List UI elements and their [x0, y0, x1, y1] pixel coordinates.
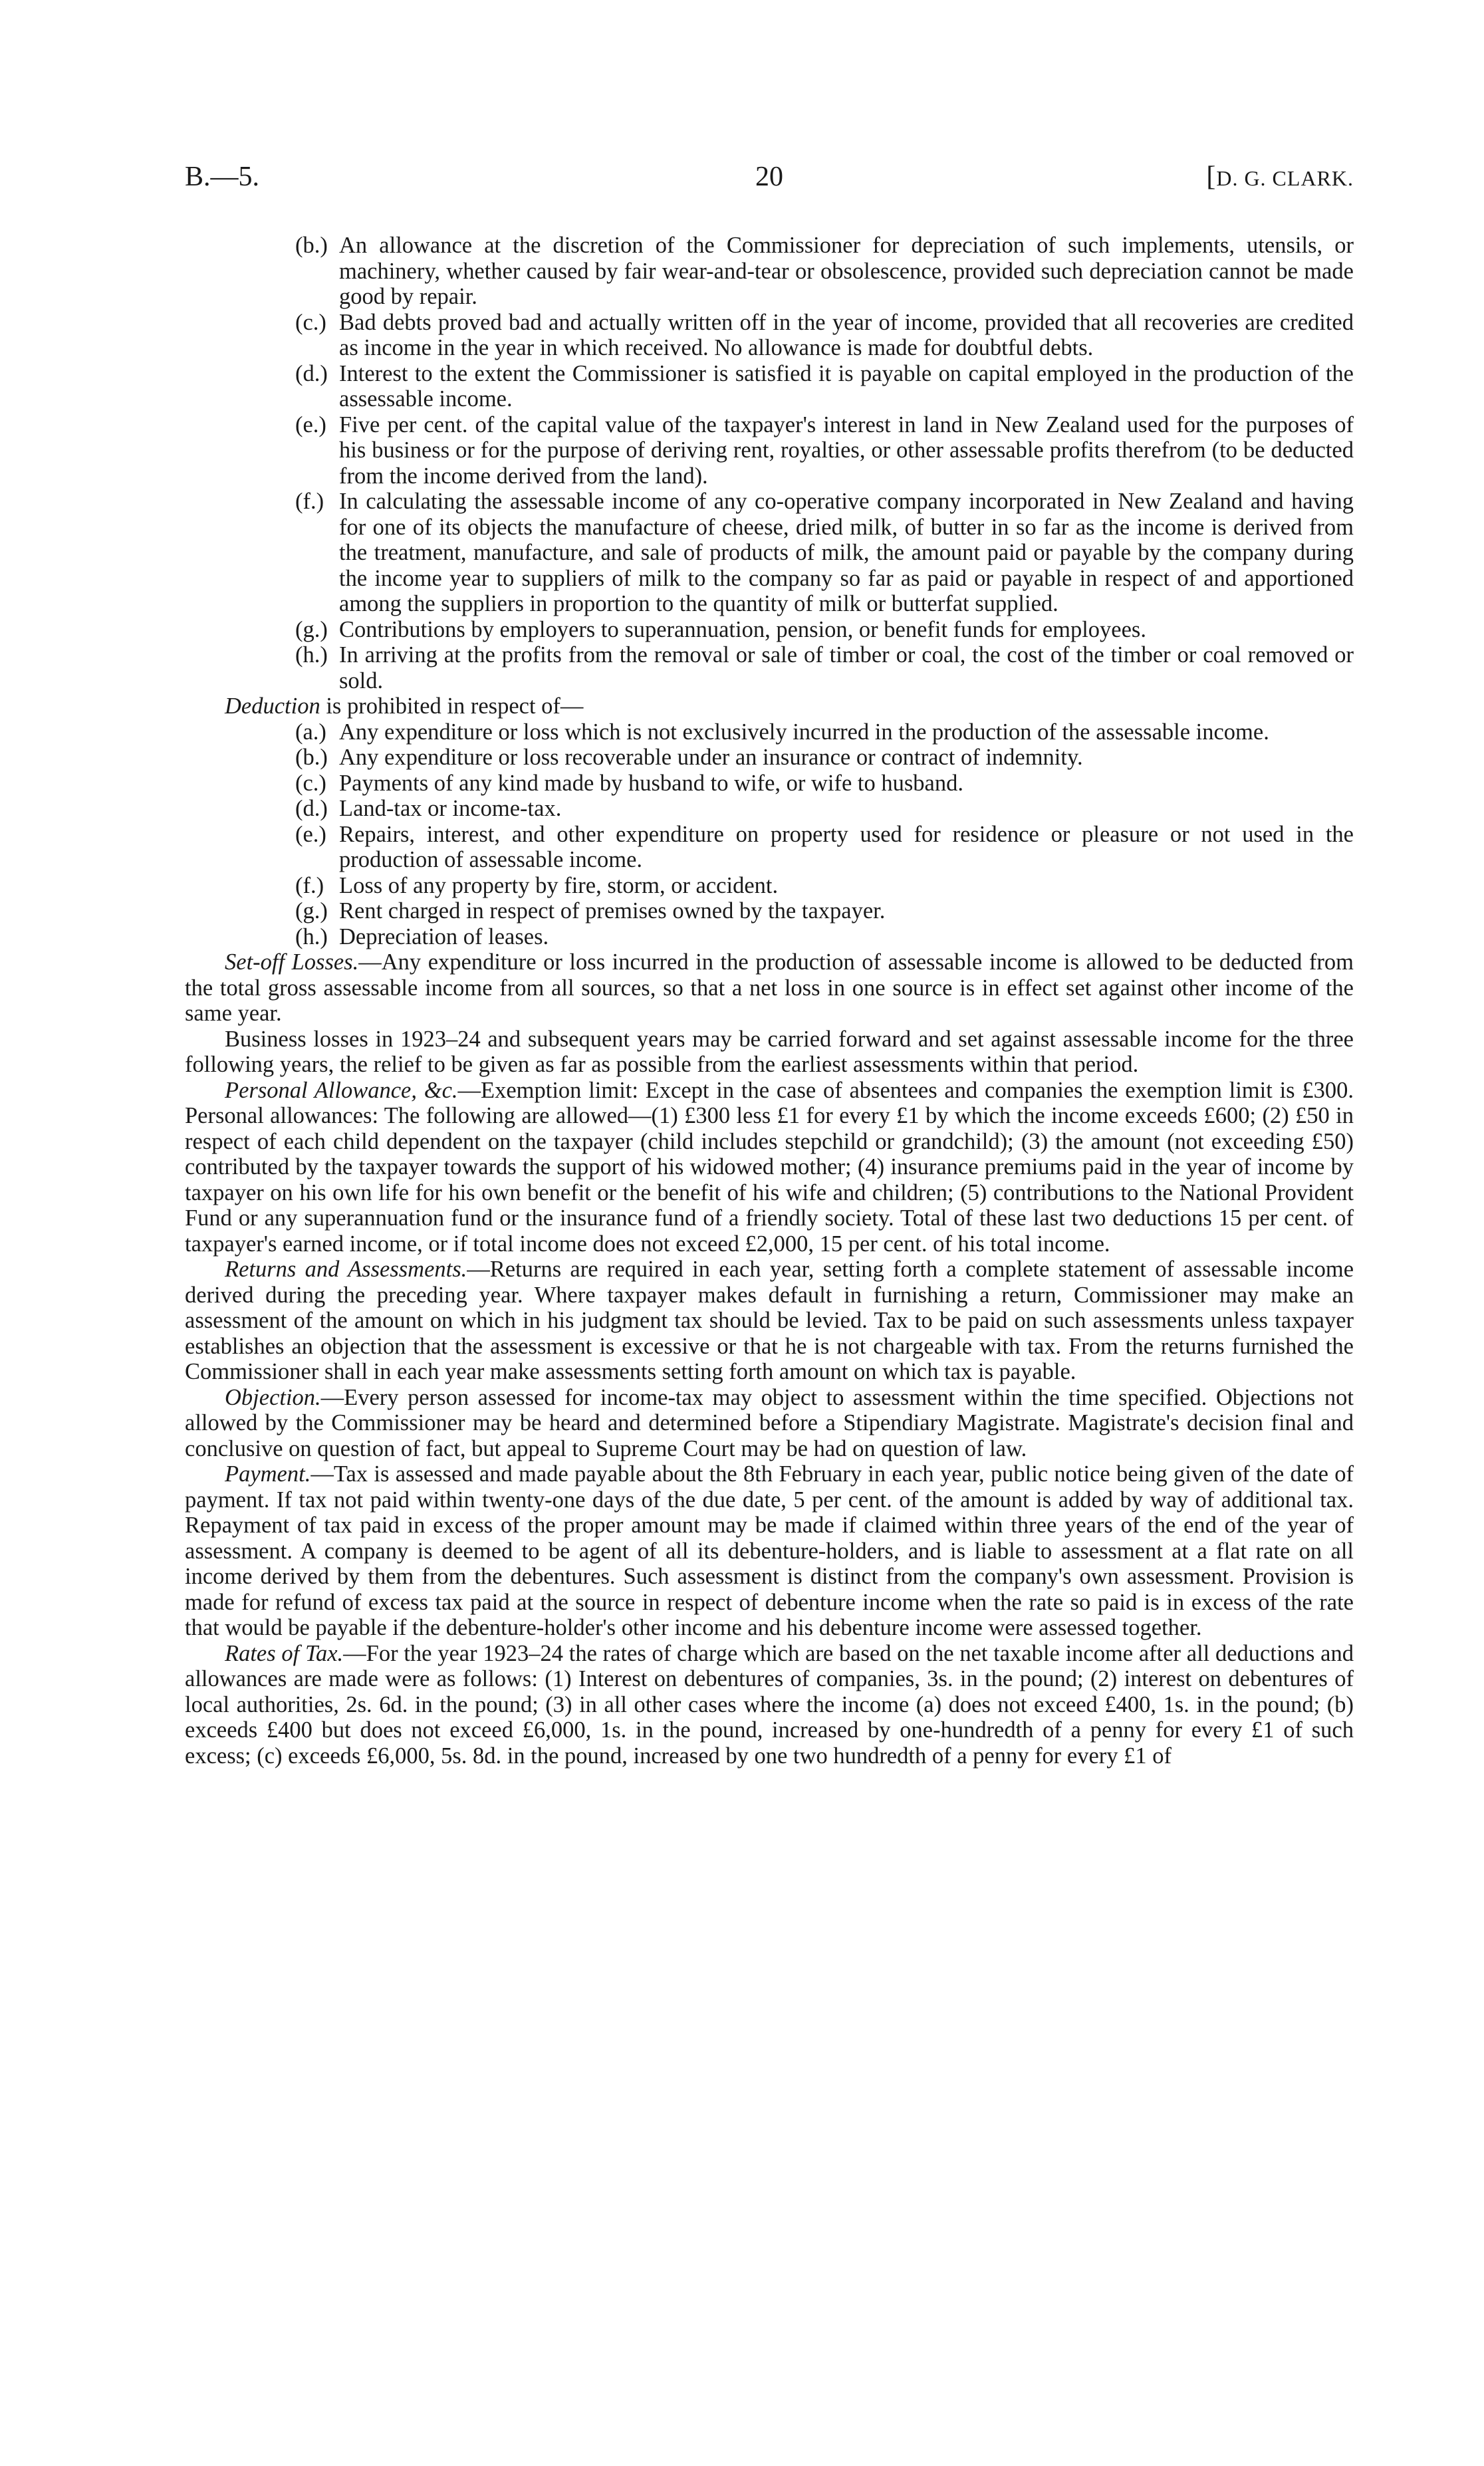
deduction-item	[185, 873, 1354, 899]
item-text: Any expenditure or loss recoverable under an insurance or contract of indemnity.	[339, 745, 1083, 770]
item-label: (c.)	[295, 309, 326, 335]
paragraph-set-off-losses	[185, 949, 1354, 1027]
deduction-list	[185, 719, 1354, 950]
deduction-item	[185, 822, 1354, 873]
item-text: Any expenditure or loss which is not exclusively incurred in the production of the assessable income.	[339, 719, 1269, 745]
allowance-item	[185, 642, 1354, 693]
item-label: (f.)	[295, 872, 324, 898]
item-text: In calculating the assessable income of any co-operative company incorporated in New Zealand and having for one of its objects the manufacture of cheese, dried milk, of butter in so far as the income is derived from the treatment, manufacture, and sale of products of milk, the amount paid or payable by the company during the income year to suppliers of milk to the company so far as paid or payable in respect of and apportioned among the suppliers in proportion to the quantity of milk or butterfat supplied.	[339, 489, 1354, 616]
item-text: Repairs, interest, and other expenditure on property used for residence or pleasure or not used in the production of assessable income.	[339, 821, 1354, 872]
deduction-heading	[185, 693, 1354, 719]
item-text: Five per cent. of the capital value of the taxpayer's interest in land in New Zealand used for the purposes of his business or for the purpose of deriving rent, royalties, or other assessable profits therefrom (to be deducted from the income derived from the land).	[339, 412, 1354, 489]
paragraph-heading: Returns and Assessments.	[225, 1257, 467, 1282]
body-text	[185, 233, 1354, 1769]
item-text: Contributions by employers to superannuation, pension, or benefit funds for employees.	[339, 616, 1146, 642]
paragraph-heading: Rates of Tax.	[225, 1640, 344, 1666]
item-text: An allowance at the discretion of the Commissioner for depreciation of such implements, utensils, or machinery, whether caused by fair wear-and-tear or obsolescence, provided such depreciation cannot be made good by repair.	[339, 233, 1354, 309]
item-label: (b.)	[295, 233, 328, 258]
paragraph-heading: Objection.	[225, 1384, 321, 1410]
paragraph-text: —Exemption limit: Except in the case of absentees and companies the exemption limit is £300. Personal allowances: The following are allowed—(1) £300 less £1 for every £1 by which the income exceeds £600; (2) £50 in respect of each child dependent on the taxpayer (child includes stepchild or grandchild); (3) the amount (not exceeding £50) contributed by the taxpayer towards the support of his widowed mother; (4) insurance premiums paid in the year of income by taxpayer on his own life for his own benefit or the benefit of his wife and children; (5) contributions to the National Provident Fund or any superannuation fund or the insurance fund of a friendly society. Total of these last two deductions 15 per cent. of taxpayer's earned income, or if total income does not exceed £2,000, 15 per cent. of his total income.	[185, 1077, 1354, 1257]
paragraph-rates-of-tax	[185, 1641, 1354, 1769]
paragraph-text: Business losses in 1923–24 and subsequent years may be carried forward and set against assessable income for the three following years, the relief to be given as far as possible from the earliest assessments within that period.	[185, 1026, 1354, 1077]
item-label: (b.)	[295, 745, 328, 770]
item-label: (d.)	[295, 796, 328, 821]
bracket-mark: [	[1206, 162, 1217, 192]
paragraph-payment	[185, 1461, 1354, 1641]
item-label: (e.)	[295, 412, 326, 437]
paragraph-returns-assessments	[185, 1257, 1354, 1385]
item-text: Depreciation of leases.	[339, 924, 549, 949]
deduction-item	[185, 771, 1354, 797]
item-label: (h.)	[295, 642, 328, 668]
paragraph-text: —Any expenditure or loss incurred in the production of assessable income is allowed to be deducted from the total gross assessable income from all sources, so that a net loss in one source is in effect set against other income of the same year.	[185, 949, 1354, 1026]
item-text: Interest to the extent the Commissioner is satisfied it is payable on capital employed in the production of the assessable income.	[339, 360, 1354, 412]
paragraph-heading: Set-off Losses.	[225, 949, 359, 975]
item-label: (f.)	[295, 489, 324, 514]
paragraph-business-losses	[185, 1027, 1354, 1078]
item-label: (c.)	[295, 770, 326, 796]
allowance-item	[185, 233, 1354, 310]
paragraph-text: —Tax is assessed and made payable about the 8th February in each year, public notice being given of the date of payment. If tax not paid within twenty-one days of the due date, 5 per cent. of the amount is added by way of additional tax. Repayment of tax paid in excess of the proper amount may be made if claimed within three years of the end of the year of assessment. A company is deemed to be agent of all its debenture-holders, and is liable to assessment at a flat rate on all income derived by them from the debentures. Such assessment is distinct from the company's own assessment. Provision is made for refund of excess tax paid at the source in respect of debenture income when the rate so paid is in excess of the rate that would be payable if the debenture-holder's other income and his debenture income were assessed together.	[185, 1461, 1354, 1640]
allowance-item	[185, 412, 1354, 489]
page-number: 20	[755, 162, 783, 192]
document-reference: B.—5.	[185, 162, 260, 192]
item-label: (d.)	[295, 360, 328, 386]
item-text: Payments of any kind made by husband to wife, or wife to husband.	[339, 770, 963, 796]
allowance-item	[185, 361, 1354, 412]
item-label: (a.)	[295, 719, 326, 745]
witness-name-text: D. G. CLARK.	[1216, 166, 1354, 190]
deduction-heading-italic: Deduction	[225, 693, 320, 719]
allowance-item	[185, 310, 1354, 361]
deduction-heading-rest: is prohibited in respect of—	[320, 693, 584, 719]
paragraph-text: —Every person assessed for income-tax may object to assessment within the time specified. Objections not allowed by the Commissioner may be heard and determined before a Stipendiary Magistrate. Magistrate's decision final and conclusive on question of fact, but appeal to Supreme Court may be had on question of law.	[185, 1384, 1354, 1461]
item-text: Bad debts proved bad and actually written off in the year of income, provided that all recoveries are credited as income in the year in which received. No allowance is made for doubtful debts.	[339, 309, 1354, 360]
allowance-item	[185, 617, 1354, 643]
deduction-item	[185, 898, 1354, 924]
deduction-item	[185, 719, 1354, 745]
item-label: (e.)	[295, 821, 326, 847]
page-header	[185, 161, 1354, 198]
paragraph-text: —Returns are required in each year, setting forth a complete statement of assessable income derived during the preceding year. Where taxpayer makes default in furnishing a return, Commissioner may make an assessment of the amount on which in his judgment tax should be levied. Tax to be paid on such assessments unless taxpayer establishes an objection that the assessment is excessive or that he is not chargeable with tax. From the returns furnished the Commissioner shall in each year make assessments setting forth amount on which tax is payable.	[185, 1257, 1354, 1384]
paragraph-personal-allowance	[185, 1078, 1354, 1257]
deduction-item	[185, 745, 1354, 771]
deduction-item	[185, 796, 1354, 822]
item-text: Loss of any property by fire, storm, or accident.	[339, 872, 779, 898]
witness-name	[1206, 161, 1354, 193]
item-label: (g.)	[295, 616, 328, 642]
item-text: In arriving at the profits from the removal or sale of timber or coal, the cost of the timber or coal removed or sold.	[339, 642, 1354, 693]
item-text: Land-tax or income-tax.	[339, 796, 562, 821]
paragraph-heading: Payment.	[225, 1461, 311, 1487]
allowance-item	[185, 489, 1354, 617]
paragraph-text: —For the year 1923–24 the rates of charge which are based on the net taxable income after all deductions and allowances are made were as follows: (1) Interest on debentures of companies, 3s. in the pound; (2) interest on debentures of local authorities, 2s. 6d. in the pound; (3) in all other cases where the income (a) does not exceed £400, 1s. in the pound; (b) exceeds £400 but does not exceed £6,000, 1s. in the pound, increased by one-hundredth of a penny for every £1 of such excess; (c) exceeds £6,000, 5s. 8d. in the pound, increased by one two hundredth of a penny for every £1 of	[185, 1640, 1354, 1769]
item-label: (h.)	[295, 924, 328, 949]
item-label: (g.)	[295, 898, 328, 924]
paragraph-objection	[185, 1385, 1354, 1462]
paragraph-heading: Personal Allowance, &c.	[225, 1077, 458, 1103]
item-text: Rent charged in respect of premises owned by the taxpayer.	[339, 898, 886, 924]
deduction-item	[185, 924, 1354, 950]
allowance-list	[185, 233, 1354, 693]
